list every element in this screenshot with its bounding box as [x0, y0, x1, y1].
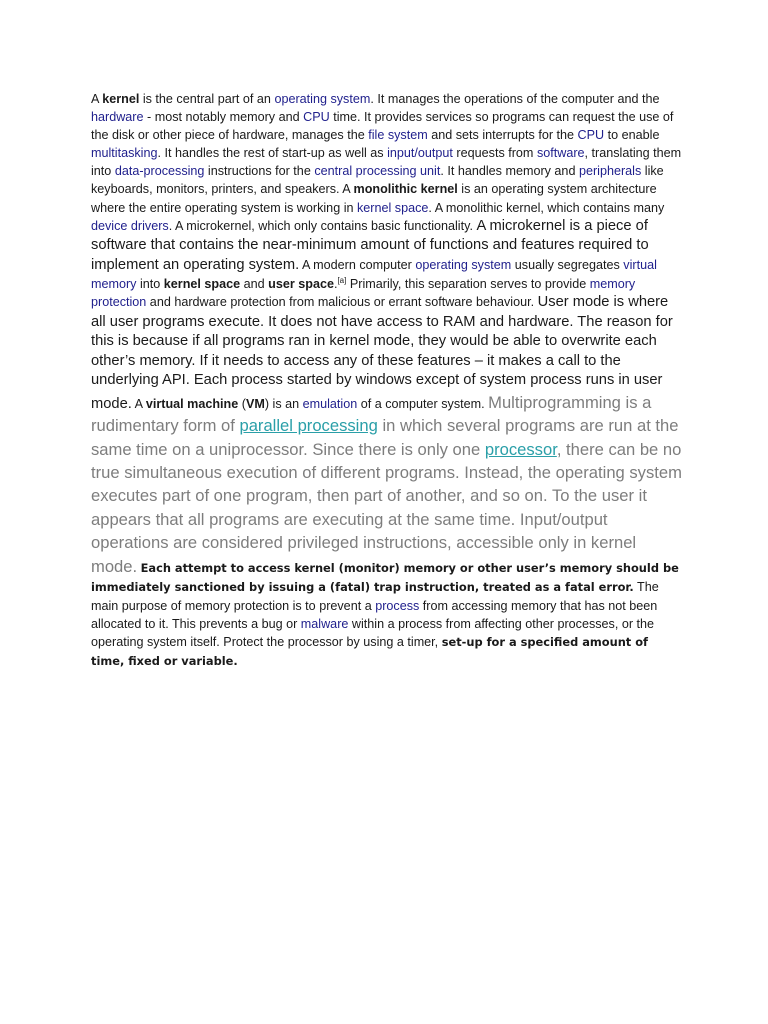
link-virtual-memory[interactable]: virtual memory	[91, 257, 657, 292]
bold-term: virtual machine	[145, 396, 239, 411]
bold-term: VM	[245, 396, 265, 411]
text-run: is an operating system architecture where the entire operating system is working in	[91, 182, 657, 215]
text-run: A	[131, 396, 146, 411]
text-run: A	[91, 92, 103, 106]
text-run: , translating them into	[91, 146, 682, 179]
link-memory-protection[interactable]: memory protection	[91, 277, 636, 310]
link-kernel-space[interactable]: kernel space	[357, 200, 429, 215]
text-run: is the central part of an	[139, 92, 275, 106]
text-run: to enable	[604, 128, 660, 143]
bold-term: monolithic kernel	[353, 182, 458, 197]
text-run: time. It provides services so programs can request the use of the disk or other piece of hardware, manages the	[91, 110, 674, 143]
text-run: . It handles the rest of start-up as well as	[157, 146, 388, 161]
text-run: requests from	[452, 146, 537, 161]
text-run: The main purpose of memory protection is to prevent a	[91, 580, 659, 613]
text-run: - most notably memory and	[143, 110, 304, 125]
text-run: Multiprogramming is a rudimentary form of	[91, 392, 652, 436]
link-operating-system[interactable]: operating system	[274, 92, 371, 106]
link-peripherals[interactable]: peripherals	[578, 164, 642, 179]
text-run: set-up for a specified amount of time, fixed or variable.	[91, 635, 649, 668]
text-run: , there can be no true simultaneous execution of different programs. Instead, the operating system executes part of one program, then part of another, and so on. To the user it appears that all programs are executing at the same time. Input/output operations are considered privileged instructions, accessible only in kernel mode.	[91, 439, 682, 576]
link-device-drivers[interactable]: device drivers	[91, 218, 169, 233]
link-multitasking[interactable]: multitasking	[91, 146, 158, 161]
link-hardware[interactable]: hardware	[91, 110, 144, 125]
text-run: within a process from affecting other processes, or the operating system itself. Protect the processor by using a timer,	[91, 616, 655, 650]
text-run: User mode is where all user programs execute. It does not have access to RAM and hardware. The reason for this is because if all programs ran in kernel mode, they would be able to overwrite each other’s memory. If it needs to access any of these features – it makes a call to the underlying API. Each process started by windows except of system process runs in user mode.	[91, 294, 673, 412]
text-run: . A monolithic kernel, which contains many	[428, 200, 665, 215]
text-run: like keyboards, monitors, printers, and speakers. A	[91, 164, 664, 197]
text-run: A microkernel is a piece of software that contains the near-minimum amount of functions and features required to implement an operating system.	[91, 217, 649, 273]
bold-term: user space	[268, 277, 334, 292]
text-run: into	[136, 277, 164, 292]
document-body	[91, 90, 683, 671]
link-parallel-processing[interactable]: parallel processing	[239, 416, 378, 436]
text-run: .	[333, 277, 338, 292]
link-process[interactable]: process	[375, 598, 420, 613]
link-central-processing-unit[interactable]: central processing unit	[314, 164, 441, 179]
link-software[interactable]: software	[536, 146, 585, 161]
text-run: usually segregates	[511, 257, 624, 272]
text-run: instructions for the	[204, 164, 315, 179]
text-run: in which several programs are run at the same time on a uniprocessor. Since there is only one	[91, 416, 679, 459]
link-data-processing[interactable]: data-processing	[114, 164, 205, 179]
text-run: A modern computer	[299, 257, 416, 272]
link-file-system[interactable]: file system	[368, 128, 428, 143]
text-run: Each attempt to access kernel (monitor) memory or other user’s memory should be immediately sanctioned by issuing a (fatal) trap instruction, treated as a fatal error.	[91, 560, 679, 595]
link-emulation[interactable]: emulation	[302, 396, 358, 411]
text-run: . It manages the operations of the computer and the	[370, 92, 660, 106]
text-run: and	[240, 277, 269, 292]
text-run: . A microkernel, which only contains basic functionality.	[168, 218, 477, 233]
text-run: and sets interrupts for the	[427, 128, 578, 143]
text-run: . It handles memory and	[440, 164, 579, 179]
text-run: ) is an	[264, 396, 303, 411]
text-run: of a computer system.	[357, 396, 489, 411]
text-run: from accessing memory that has not been allocated to it. This prevents a bug or	[91, 598, 658, 631]
footnote-marker: [a]	[337, 275, 347, 285]
link-input-output[interactable]: input/output	[387, 146, 453, 161]
link-malware[interactable]: malware	[300, 616, 349, 631]
text-run: (	[238, 396, 246, 411]
text-run: Primarily, this separation serves to provide	[346, 277, 590, 292]
link-cpu[interactable]: CPU	[577, 128, 605, 143]
bold-term: kernel	[102, 92, 140, 106]
link-processor[interactable]: processor	[484, 439, 557, 459]
bold-term: kernel space	[163, 277, 241, 292]
link-cpu[interactable]: CPU	[303, 110, 330, 125]
link-operating-system[interactable]: operating system	[415, 257, 512, 272]
text-run: and hardware protection from malicious or errant software behaviour.	[146, 295, 538, 310]
